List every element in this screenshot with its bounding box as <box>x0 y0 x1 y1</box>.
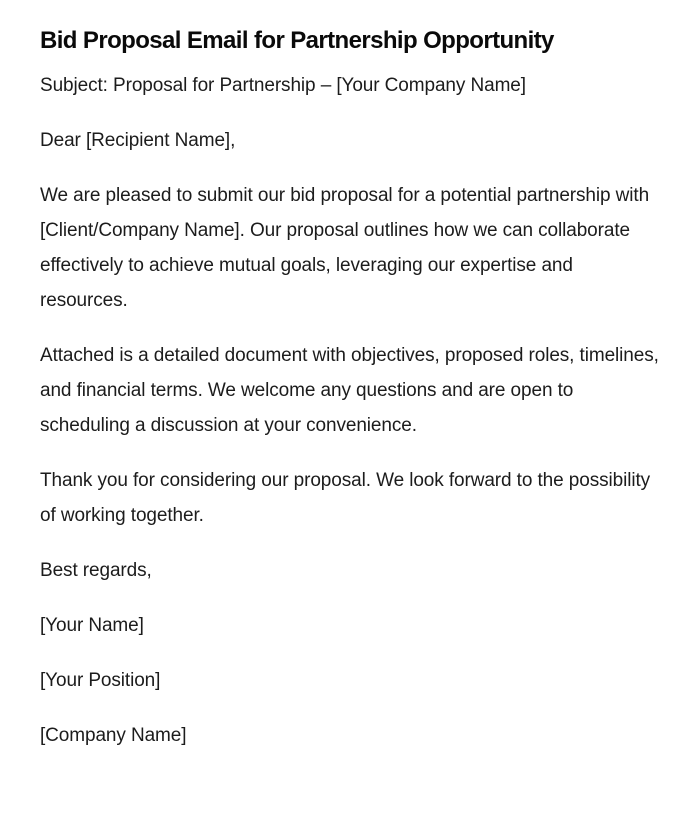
document-title: Bid Proposal Email for Partnership Opportunity <box>40 27 554 54</box>
body-paragraph-1: We are pleased to submit our bid proposal for a potential partnership with [Client/Company Name]. Our proposal outlines how we can collaborate effectively to achieve mutual goals, leveraging our expertise and resources. <box>40 185 650 311</box>
email-greeting: Dear [Recipient Name], <box>40 130 236 151</box>
email-subject: Subject: Proposal for Partnership – [Your Company Name] <box>40 75 526 96</box>
signature-position: [Your Position] <box>40 670 161 691</box>
signature-company: [Company Name] <box>40 725 187 746</box>
signature-name: [Your Name] <box>40 615 144 636</box>
email-closing: Best regards, <box>40 560 152 581</box>
body-paragraph-3: Thank you for considering our proposal. We look forward to the possibility of working together. <box>40 470 651 526</box>
body-paragraph-2: Attached is a detailed document with objectives, proposed roles, timelines, and financial terms. We welcome any questions and are open to scheduling a discussion at your convenience. <box>40 345 659 436</box>
